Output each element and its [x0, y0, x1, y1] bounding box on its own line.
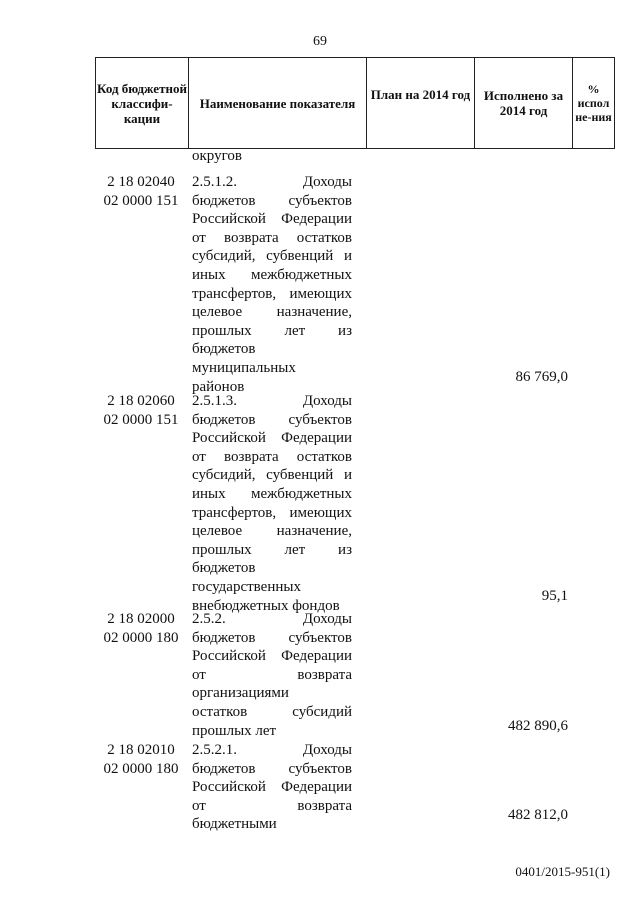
- table-header: [95, 57, 615, 149]
- row-name: 2.5.2. Доходы бюджетов субъектов Российской Федерации от возврата организациями остатков субсидий прошлых лет: [192, 611, 352, 739]
- header-name: Наименование показателя: [188, 57, 366, 149]
- row-code: 2 18 02010 02 0000 180: [103, 742, 179, 777]
- page-number: 69: [313, 34, 327, 49]
- row-code: 2 18 02000 02 0000 180: [103, 611, 179, 646]
- footer-document-code: 0401/2015-951(1): [515, 864, 610, 879]
- header-plan: План на 2014 год: [366, 57, 474, 149]
- carryover-text: округов: [192, 148, 242, 164]
- row-name: 2.5.1.3. Доходы бюджетов субъектов Российской Федерации от возврата остатков субсидий, субвенций и иных межбюджетных трансфертов, имеющих целевое назначение, прошлых лет из бюджетов государственных внебюджетных фондов: [192, 393, 352, 614]
- header-code: Код бюджетной классифи-кации: [95, 57, 188, 149]
- row-code: 2 18 02040 02 0000 151: [103, 174, 179, 209]
- row-name: 2.5.2.1. Доходы бюджетов субъектов Российской Федерации от возврата бюджетными: [192, 742, 352, 833]
- row-executed-value: 482 890,6: [508, 718, 568, 734]
- row-executed-value: 95,1: [541, 588, 568, 604]
- row-executed-value: 86 769,0: [515, 369, 568, 385]
- row-code: 2 18 02060 02 0000 151: [103, 393, 179, 428]
- header-executed: Исполнено за 2014 год: [474, 57, 572, 149]
- row-executed-value: 482 812,0: [508, 807, 568, 823]
- header-percent: % испол не-ния: [572, 57, 615, 149]
- row-name: 2.5.1.2. Доходы бюджетов субъектов Российской Федерации от возврата остатков субсидий, субвенций и иных межбюджетных трансфертов, имеющих целевое назначение, прошлых лет из бюджетов муниципальных районов: [192, 174, 352, 395]
